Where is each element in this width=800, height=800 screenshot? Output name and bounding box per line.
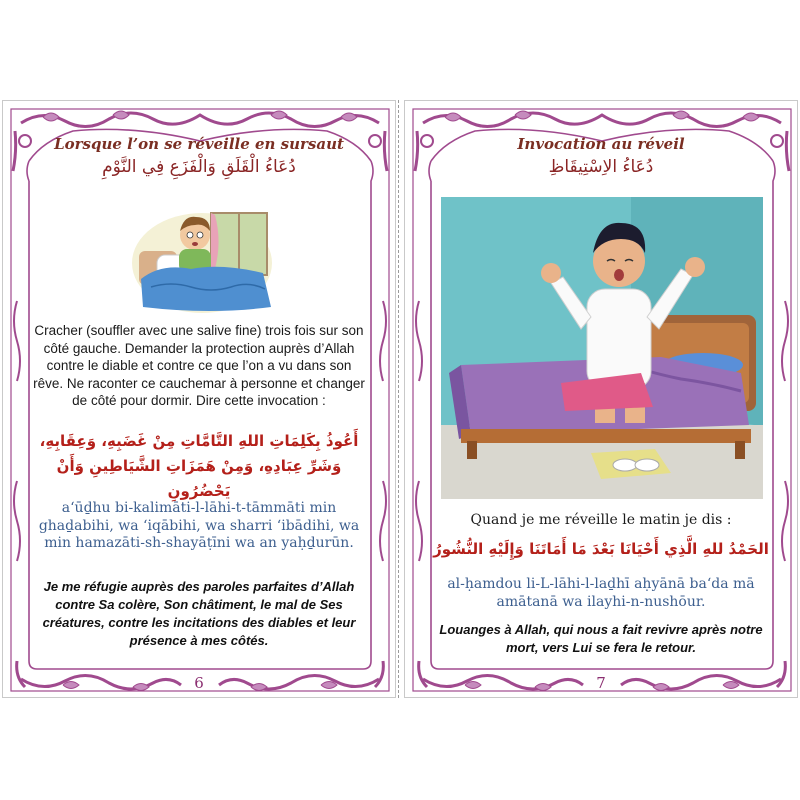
page-fold-line: [398, 100, 399, 698]
instructions-text: Cracher (souffler avec une salive fine) trois fois sur son côté gauche. Demander la protection auprès d’Allah contre le diable et contre ce que l’on a vu dans son rêve. Ne raconter ce cauchemar à personne et changer de côté pour dormir. Dire cette invocation :: [33, 323, 365, 408]
boy-awake-in-bed-illustration: [131, 207, 273, 315]
transliteration-text: al-ḥamdou li-L-lāhi-l-laḏhī aḥyānā ba‘da mā amātanā wa ilayhi-n-nushōur.: [447, 576, 755, 610]
arabic-invocation-line-2: وَشَرِّ عِبَادِهِ، وَمِنْ هَمَزَاتِ الشَّيَاطِينِ وَأَنْ يَحْضُرُونِ: [56, 457, 342, 500]
arabic-title: دُعَاءُ الاِسْتِيقَاظِ: [548, 157, 654, 177]
arabic-invocation: الحَمْدُ للهِ الَّذِي أَحْيَانَا بَعْدَ مَا أَمَاتَنَا وَإِلَيْهِ النُّشُورُ: [433, 540, 769, 558]
arabic-title: دُعَاءُ الْقَلَقِ وَالْفَزَعِ فِي النَّوْمِ: [102, 157, 296, 177]
boy-stretching-on-bed-illustration: [441, 197, 763, 499]
arabic-invocation: [25, 429, 373, 504]
translation-text: Louanges à Allah, qui nous a fait revivre après notre mort, vers Lui se fera le retour.: [439, 622, 763, 655]
page-number: 6: [194, 674, 204, 692]
translation-text: Je me réfugie auprès des paroles parfaites d’Allah contre Sa colère, Son châtiment, le mal de Ses créatures, contre les incitations des diables et leur présence à mes côtés.: [42, 579, 356, 648]
page-number: 7: [596, 674, 606, 692]
page-title: Lorsque l’on se réveille en sursaut: [54, 135, 344, 153]
intro-text: Quand je me réveille le matin je dis :: [470, 512, 732, 528]
page-title: Invocation au réveil: [517, 135, 685, 153]
arabic-invocation-line-1: أَعُوذُ بِكَلِمَاتِ اللهِ التَّامَّاتِ مِنْ غَضَبِهِ، وَعِقَابِهِ،: [39, 432, 359, 450]
left-page: [2, 100, 396, 698]
transliteration-text: a‘ūḏhu bi-kalimāti-l-lāhi-t-tāmmāti min ghaḏabihi, wa ‘iqābihi, wa sharri ‘ibādihi, wa min hamazāti-sh-shayāṭīni wa an yaḥḏurūn.: [38, 500, 360, 551]
right-page: [404, 100, 798, 698]
